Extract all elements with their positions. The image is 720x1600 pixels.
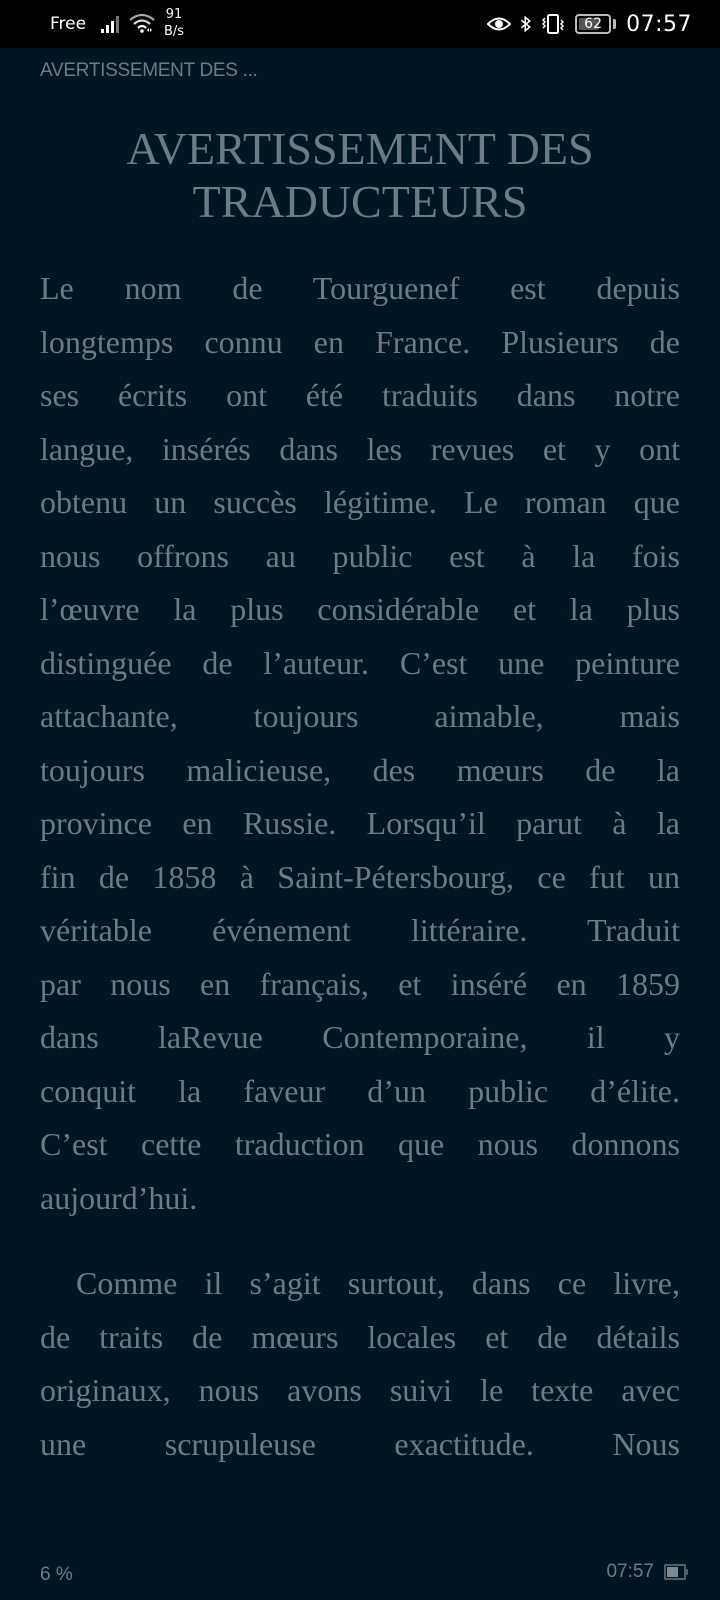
status-bar bbox=[0, 0, 720, 48]
battery-icon bbox=[575, 14, 611, 34]
paragraph-2 bbox=[40, 1257, 680, 1471]
battery-fill bbox=[667, 1567, 678, 1577]
text-line: distinguée de l’auteur. C’est une peinture bbox=[40, 644, 680, 681]
signal-icon bbox=[100, 14, 122, 34]
reading-progress: 6 % bbox=[40, 1564, 73, 1585]
text-line: province en Russie. Lorsqu’il parut à la bbox=[40, 805, 680, 841]
text-line: longtemps connu en France. Plusieurs de bbox=[40, 323, 680, 360]
text-line: toujours malicieuse, des mœurs de la bbox=[40, 751, 680, 788]
text-line: originaux, nous avons suivi le texte avec bbox=[40, 1372, 680, 1408]
footer-time: 07:57 bbox=[606, 1561, 654, 1582]
text-line: C’est cette traduction que nous donnons bbox=[40, 1126, 680, 1162]
text-line: l’œuvre la plus considérable et la plus bbox=[40, 591, 680, 627]
battery-icon bbox=[664, 1564, 686, 1580]
running-header: AVERTISSEMENT DES ... bbox=[40, 60, 258, 81]
text-line: une scrupuleuse exactitude. Nous bbox=[40, 1425, 680, 1462]
text-line: langue, insérés dans les revues et y ont bbox=[40, 430, 680, 467]
text-line: dans laRevue Contemporaine, il y bbox=[40, 1019, 680, 1055]
footer-status bbox=[606, 1561, 688, 1583]
text-line: obtenu un succès légitime. Le roman que bbox=[40, 484, 680, 520]
text-line: attachante, toujours aimable, mais bbox=[40, 698, 680, 734]
paragraph-1 bbox=[40, 262, 680, 1225]
text-line: conquit la faveur d’un public d’élite. bbox=[40, 1072, 680, 1109]
network-speed bbox=[164, 6, 184, 40]
text-line: ses écrits ont été traduits dans notre bbox=[40, 377, 680, 413]
text-line: de traits de mœurs locales et de détails bbox=[40, 1318, 680, 1355]
status-time: 07:57 bbox=[626, 11, 692, 37]
chapter-title: AVERTISSEMENT DES TRADUCTEURS bbox=[126, 123, 594, 227]
carrier-label: Free bbox=[50, 14, 87, 34]
battery-tip bbox=[686, 1569, 688, 1575]
network-speed-unit: B/s bbox=[164, 24, 185, 39]
text-line: aujourd’hui. bbox=[40, 1179, 198, 1216]
bluetooth-icon bbox=[517, 12, 535, 36]
eye-icon bbox=[487, 12, 511, 36]
text-line: Comme il s’agit surtout, dans ce livre, bbox=[76, 1265, 680, 1301]
network-speed-value: 91 bbox=[165, 7, 183, 22]
wifi-icon bbox=[128, 12, 156, 34]
text-line: par nous en français, et inséré en 1859 bbox=[40, 965, 680, 1002]
status-icons bbox=[487, 10, 692, 38]
text-line: véritable événement littéraire. Traduit bbox=[40, 912, 680, 948]
battery-tip bbox=[613, 19, 616, 29]
reader-content[interactable] bbox=[40, 262, 680, 1503]
text-line: nous offrons au public est à la fois bbox=[40, 537, 680, 574]
vibrate-icon bbox=[541, 12, 565, 36]
text-line: fin de 1858 à Saint-Pétersbourg, ce fut un bbox=[40, 858, 680, 895]
battery-level: 62 bbox=[584, 16, 602, 32]
text-line: Le nom de Tourguenef est depuis bbox=[40, 270, 680, 306]
